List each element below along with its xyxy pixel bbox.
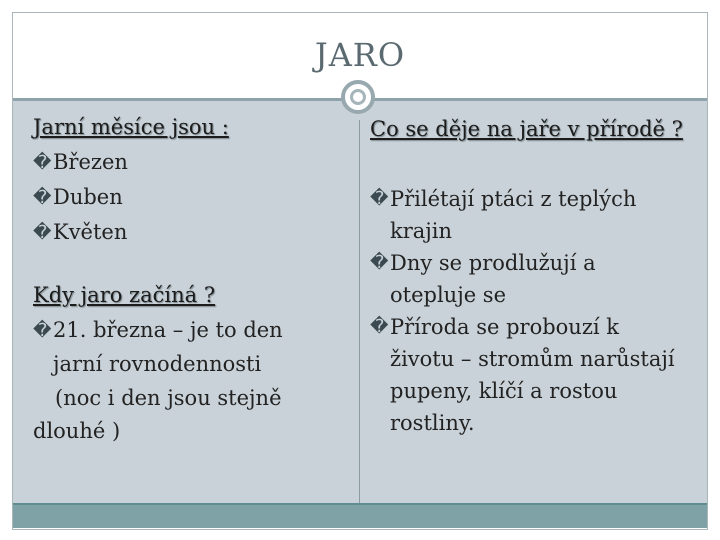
nature-heading: Co se děje na jaře v přírodě ? bbox=[370, 117, 683, 141]
months-heading: Jarní měsíce jsou : bbox=[33, 115, 229, 139]
list-item bbox=[370, 311, 705, 439]
ring-ornament-icon bbox=[341, 80, 375, 114]
column-divider bbox=[359, 120, 360, 503]
date-line: (noc i den jsou stejně bbox=[55, 386, 282, 410]
bullet-icon: � bbox=[370, 316, 389, 337]
list-item bbox=[33, 313, 353, 348]
bullet-icon: � bbox=[33, 152, 52, 173]
bullet-icon: � bbox=[33, 187, 52, 208]
footer-band bbox=[13, 503, 707, 528]
list-item bbox=[33, 215, 353, 250]
item-line: rostliny. bbox=[390, 411, 475, 435]
left-column bbox=[33, 110, 353, 446]
bullet-icon: � bbox=[33, 222, 52, 243]
month-label: Březen bbox=[53, 150, 128, 174]
list-item bbox=[370, 183, 705, 247]
list-item bbox=[370, 247, 705, 311]
item-line: krajin bbox=[390, 219, 453, 243]
list-item bbox=[33, 180, 353, 215]
item-line: Přilétají ptáci z teplých bbox=[390, 187, 637, 211]
list-item bbox=[33, 145, 353, 180]
month-label: Duben bbox=[53, 185, 123, 209]
slide-title: JARO bbox=[314, 36, 406, 74]
month-label: Květen bbox=[53, 220, 128, 244]
item-line: pupeny, klíčí a rostou bbox=[390, 379, 618, 403]
bullet-icon: � bbox=[33, 320, 52, 341]
item-line: otepluje se bbox=[390, 283, 507, 307]
date-line: dlouhé ) bbox=[33, 419, 121, 443]
bullet-icon: � bbox=[370, 188, 389, 209]
item-line: Dny se prodlužují a bbox=[390, 251, 596, 275]
item-line: životu – stromům narůstají bbox=[390, 347, 675, 371]
right-column bbox=[370, 112, 705, 439]
item-line: Příroda se probouzí k bbox=[390, 315, 620, 339]
date-line: 21. března – je to den bbox=[53, 318, 283, 342]
bullet-icon: � bbox=[370, 252, 389, 273]
date-line: jarní rovnodennosti bbox=[53, 352, 262, 376]
start-heading: Kdy jaro začíná ? bbox=[33, 283, 216, 307]
